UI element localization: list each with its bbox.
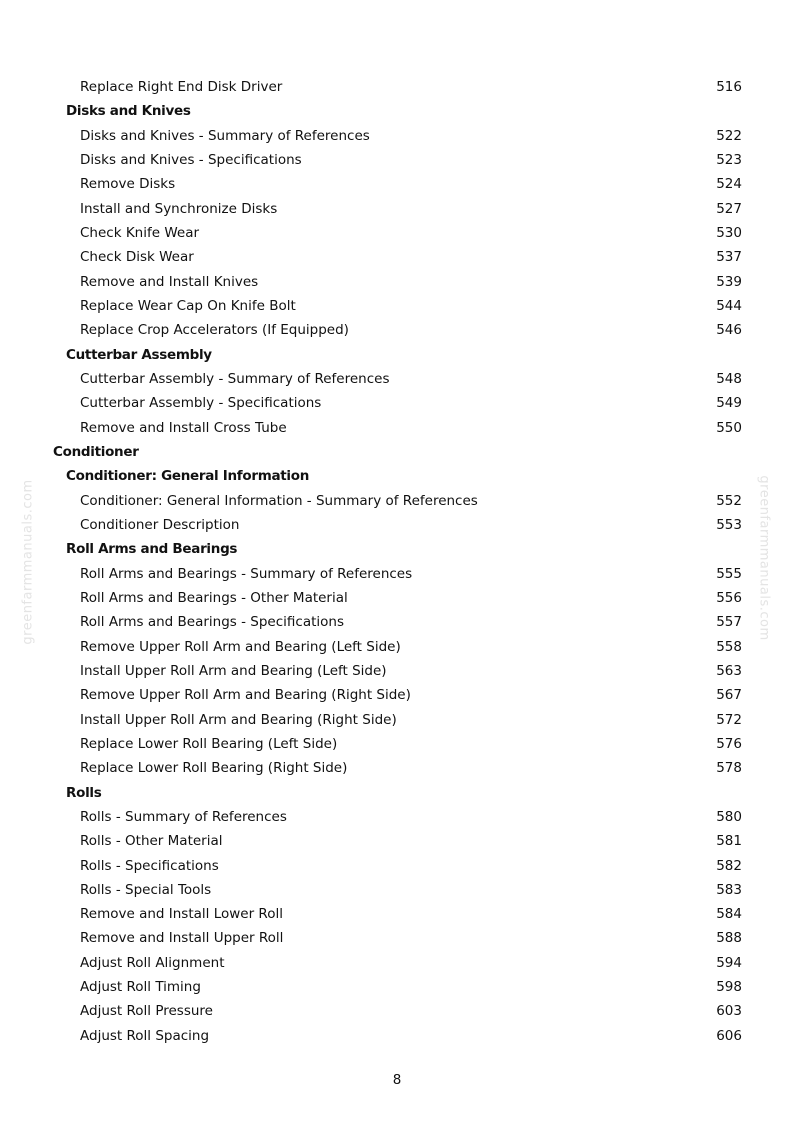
toc-entry-title: Adjust Roll Pressure bbox=[80, 1003, 213, 1020]
toc-entry-title: Remove and Install Lower Roll bbox=[80, 906, 283, 923]
toc-entry-title: Cutterbar Assembly bbox=[66, 346, 212, 363]
toc-entry-title: Install Upper Roll Arm and Bearing (Left Side) bbox=[80, 662, 387, 679]
toc-entry[interactable] bbox=[0, 1024, 794, 1048]
toc-entry-page: 580 bbox=[716, 808, 742, 825]
toc-entry-page: 548 bbox=[716, 370, 742, 387]
toc-entry-page: 539 bbox=[716, 273, 742, 290]
toc-entry-page: 588 bbox=[716, 930, 742, 947]
toc-entry[interactable] bbox=[0, 562, 794, 586]
toc-entry[interactable] bbox=[0, 659, 794, 683]
toc-entry-title: Cutterbar Assembly - Summary of References bbox=[80, 370, 390, 387]
toc-entry-page: 544 bbox=[716, 297, 742, 314]
toc-entry-title: Replace Wear Cap On Knife Bolt bbox=[80, 297, 296, 314]
toc-entry-title: Roll Arms and Bearings - Specifications bbox=[80, 614, 345, 631]
toc-entry-title: Conditioner: General Information bbox=[66, 468, 310, 485]
toc-entry-title: Remove Upper Roll Arm and Bearing (Right Side) bbox=[80, 687, 411, 704]
toc-section-heading[interactable] bbox=[0, 440, 794, 464]
toc-entry-title: Conditioner Description bbox=[80, 516, 240, 533]
toc-entry[interactable] bbox=[0, 270, 794, 294]
toc-entry[interactable] bbox=[0, 902, 794, 926]
toc-entry-title: Rolls bbox=[66, 784, 102, 801]
toc-entry-title: Check Knife Wear bbox=[80, 224, 200, 241]
toc-section-heading[interactable] bbox=[0, 537, 794, 561]
toc-entry-page: 530 bbox=[716, 224, 742, 241]
page-number: 8 bbox=[392, 1072, 402, 1088]
toc-entry[interactable] bbox=[0, 829, 794, 853]
toc-entry-title: Rolls - Summary of References bbox=[80, 808, 287, 825]
toc-entry-page: 557 bbox=[716, 614, 742, 631]
toc-entry-page: 558 bbox=[716, 638, 742, 655]
toc-entry[interactable] bbox=[0, 999, 794, 1023]
toc-entry-page: 583 bbox=[716, 881, 742, 898]
toc-entry-page: 606 bbox=[716, 1027, 742, 1044]
toc-entry-page: 582 bbox=[716, 857, 742, 874]
toc-entry-title: Replace Lower Roll Bearing (Left Side) bbox=[80, 735, 338, 752]
toc-entry-page: 516 bbox=[716, 79, 742, 95]
toc-entry-page: 576 bbox=[716, 735, 742, 752]
toc-entry[interactable] bbox=[0, 124, 794, 148]
toc-entry-title: Conditioner bbox=[53, 443, 139, 460]
toc-entry[interactable] bbox=[0, 148, 794, 172]
toc-entry-title: Disks and Knives - Summary of References bbox=[80, 127, 370, 144]
toc-entry[interactable] bbox=[0, 221, 794, 245]
toc-entry-page: 567 bbox=[716, 687, 742, 704]
toc-section-heading[interactable] bbox=[0, 99, 794, 123]
toc-entry[interactable] bbox=[0, 513, 794, 537]
toc-entry-title: Remove Disks bbox=[80, 176, 176, 193]
toc-entry-page: 553 bbox=[716, 516, 742, 533]
toc-entry[interactable] bbox=[0, 197, 794, 221]
toc-entry-title: Remove and Install Knives bbox=[80, 273, 259, 290]
toc-entry-title: Adjust Roll Alignment bbox=[80, 954, 225, 971]
toc-entry[interactable] bbox=[0, 854, 794, 878]
toc-entry-page: 546 bbox=[716, 322, 742, 339]
toc-entry-title: Replace Crop Accelerators (If Equipped) bbox=[80, 322, 349, 339]
toc-entry-title: Replace Lower Roll Bearing (Right Side) bbox=[80, 760, 348, 777]
toc-entry[interactable] bbox=[0, 172, 794, 196]
watermark-right: greenfarmmanuals.com bbox=[756, 475, 772, 641]
toc-entry[interactable] bbox=[0, 610, 794, 634]
toc-entry-title: Replace Right End Disk Driver bbox=[80, 79, 283, 95]
toc-entry[interactable] bbox=[0, 756, 794, 780]
toc-section-heading[interactable] bbox=[0, 781, 794, 805]
toc-entry-title: Roll Arms and Bearings - Other Material bbox=[80, 589, 348, 606]
toc-entry-page: 523 bbox=[716, 151, 742, 168]
toc-entry-page: 563 bbox=[716, 662, 742, 679]
toc-entry[interactable] bbox=[0, 75, 794, 99]
toc-entry[interactable] bbox=[0, 975, 794, 999]
toc-entry-title: Disks and Knives - Specifications bbox=[80, 151, 302, 168]
toc-entry[interactable] bbox=[0, 391, 794, 415]
toc-entry-page: 522 bbox=[716, 127, 742, 144]
toc-entry[interactable] bbox=[0, 367, 794, 391]
toc-entry-title: Conditioner: General Information - Summary of References bbox=[80, 492, 478, 509]
toc-entry-title: Check Disk Wear bbox=[80, 249, 194, 266]
toc-entry-page: 527 bbox=[716, 200, 742, 217]
toc-entry-page: 524 bbox=[716, 176, 742, 193]
toc-section-heading[interactable] bbox=[0, 464, 794, 488]
toc-entry-title: Rolls - Special Tools bbox=[80, 881, 212, 898]
toc-entry-title: Roll Arms and Bearings - Summary of References bbox=[80, 565, 413, 582]
toc-entry-page: 537 bbox=[716, 249, 742, 266]
toc-entry-title: Adjust Roll Spacing bbox=[80, 1027, 210, 1044]
toc-entry-title: Adjust Roll Timing bbox=[80, 979, 201, 996]
toc-section-heading[interactable] bbox=[0, 343, 794, 367]
toc-entry-page: 603 bbox=[716, 1003, 742, 1020]
toc-entry-title: Roll Arms and Bearings bbox=[66, 541, 238, 558]
toc-entry-title: Rolls - Other Material bbox=[80, 833, 223, 850]
toc-entry[interactable] bbox=[0, 318, 794, 342]
toc-entry[interactable] bbox=[0, 805, 794, 829]
toc-entry[interactable] bbox=[0, 489, 794, 513]
toc-entry-title: Install and Synchronize Disks bbox=[80, 200, 278, 217]
toc-entry-title: Remove Upper Roll Arm and Bearing (Left Side) bbox=[80, 638, 401, 655]
toc-entry[interactable] bbox=[0, 878, 794, 902]
toc-entry-page: 572 bbox=[716, 711, 742, 728]
toc-entry[interactable] bbox=[0, 732, 794, 756]
toc-entry[interactable] bbox=[0, 708, 794, 732]
toc-entry[interactable] bbox=[0, 683, 794, 707]
toc-entry-page: 555 bbox=[716, 565, 742, 582]
toc-entry[interactable] bbox=[0, 586, 794, 610]
toc-entry-page: 552 bbox=[716, 492, 742, 509]
toc-entry[interactable] bbox=[0, 294, 794, 318]
toc-entry-page: 594 bbox=[716, 954, 742, 971]
toc-entry-title: Disks and Knives bbox=[66, 103, 191, 120]
toc-entry-page: 549 bbox=[716, 395, 742, 412]
toc-entry-title: Cutterbar Assembly - Specifications bbox=[80, 395, 322, 412]
toc-entry-page: 598 bbox=[716, 979, 742, 996]
toc-entry-title: Remove and Install Upper Roll bbox=[80, 930, 284, 947]
toc-entry-page: 578 bbox=[716, 760, 742, 777]
toc-entry[interactable] bbox=[0, 635, 794, 659]
toc-entry-title: Install Upper Roll Arm and Bearing (Right Side) bbox=[80, 711, 397, 728]
toc-entry[interactable] bbox=[0, 416, 794, 440]
watermark-left: greenfarmmanuals.com bbox=[20, 479, 36, 645]
toc-entry-page: 556 bbox=[716, 589, 742, 606]
toc-entry-title: Rolls - Specifications bbox=[80, 857, 219, 874]
toc-entry-page: 550 bbox=[716, 419, 742, 436]
toc-entry-title: Remove and Install Cross Tube bbox=[80, 419, 287, 436]
toc-entry-page: 581 bbox=[716, 833, 742, 850]
toc-entry[interactable] bbox=[0, 245, 794, 269]
toc-entry[interactable] bbox=[0, 926, 794, 950]
toc-entry[interactable] bbox=[0, 951, 794, 975]
toc-entry-page: 584 bbox=[716, 906, 742, 923]
table-of-contents bbox=[0, 75, 794, 1048]
